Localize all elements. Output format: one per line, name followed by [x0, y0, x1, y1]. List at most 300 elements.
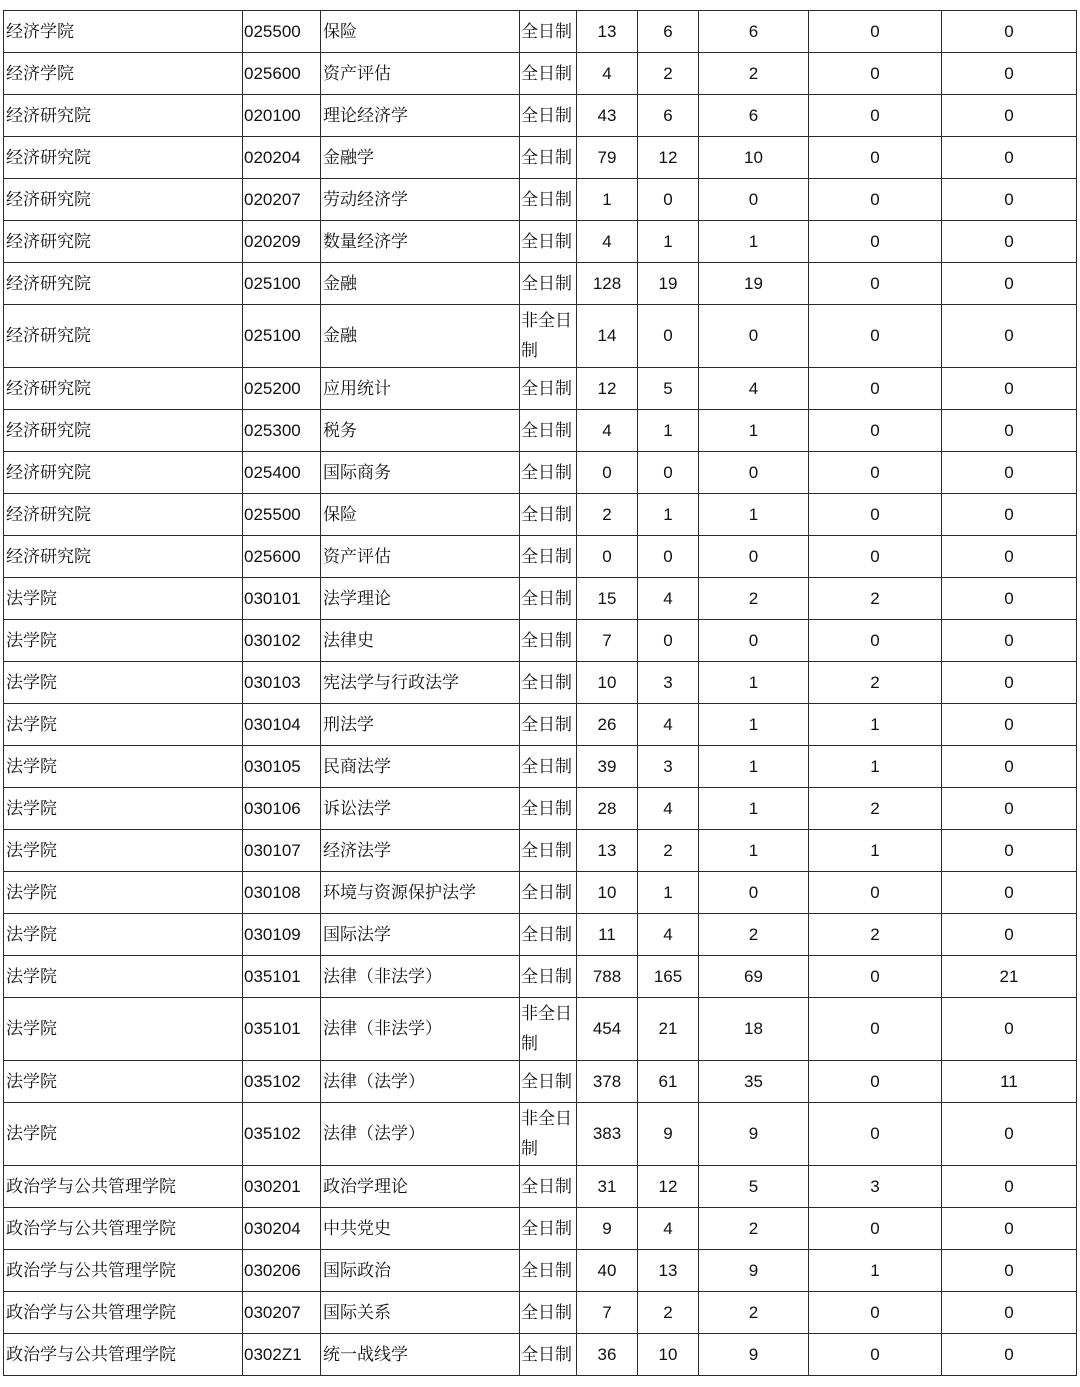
count-b-cell: 5: [638, 368, 699, 410]
major-name-cell: 理论经济学: [321, 95, 520, 137]
count-e-cell: 0: [942, 53, 1077, 95]
count-c-cell: 6: [699, 95, 809, 137]
count-c-cell: 2: [699, 53, 809, 95]
table-row: [4, 1208, 1077, 1250]
count-d-cell: 0: [809, 536, 942, 578]
count-a-cell: 454: [577, 998, 638, 1061]
study-mode-cell: 全日制: [520, 872, 577, 914]
count-a-cell: 128: [577, 263, 638, 305]
count-d-cell: 2: [809, 578, 942, 620]
count-c-cell: 5: [699, 1166, 809, 1208]
count-c-cell: 69: [699, 956, 809, 998]
study-mode-cell: 全日制: [520, 1250, 577, 1292]
count-d-cell: 0: [809, 137, 942, 179]
count-d-cell: 0: [809, 95, 942, 137]
count-a-cell: 79: [577, 137, 638, 179]
college-cell: 经济研究院: [4, 410, 243, 452]
table-row: [4, 452, 1077, 494]
count-a-cell: 10: [577, 662, 638, 704]
count-a-cell: 14: [577, 305, 638, 368]
count-e-cell: 0: [942, 746, 1077, 788]
major-name-cell: 法学理论: [321, 578, 520, 620]
count-e-cell: 0: [942, 263, 1077, 305]
college-cell: 政治学与公共管理学院: [4, 1166, 243, 1208]
count-e-cell: 0: [942, 914, 1077, 956]
count-a-cell: 788: [577, 956, 638, 998]
count-b-cell: 12: [638, 137, 699, 179]
college-cell: 政治学与公共管理学院: [4, 1334, 243, 1376]
count-c-cell: 0: [699, 305, 809, 368]
major-code-cell: 030207: [243, 1292, 321, 1334]
table-row: [4, 1166, 1077, 1208]
major-name-cell: 资产评估: [321, 53, 520, 95]
major-name-cell: 金融: [321, 305, 520, 368]
count-d-cell: 0: [809, 11, 942, 53]
count-e-cell: 0: [942, 1166, 1077, 1208]
major-code-cell: 035102: [243, 1061, 321, 1103]
table-row: [4, 305, 1077, 368]
count-d-cell: 0: [809, 53, 942, 95]
table-row: [4, 536, 1077, 578]
count-b-cell: 4: [638, 578, 699, 620]
count-a-cell: 39: [577, 746, 638, 788]
count-e-cell: 0: [942, 1334, 1077, 1376]
study-mode-cell: 全日制: [520, 452, 577, 494]
study-mode-cell: 全日制: [520, 11, 577, 53]
major-name-cell: 金融学: [321, 137, 520, 179]
table-row: [4, 788, 1077, 830]
major-code-cell: 030108: [243, 872, 321, 914]
college-cell: 政治学与公共管理学院: [4, 1208, 243, 1250]
count-a-cell: 4: [577, 221, 638, 263]
count-d-cell: 0: [809, 998, 942, 1061]
count-b-cell: 1: [638, 221, 699, 263]
count-e-cell: 0: [942, 11, 1077, 53]
count-d-cell: 2: [809, 914, 942, 956]
count-c-cell: 0: [699, 872, 809, 914]
table-row: [4, 704, 1077, 746]
count-b-cell: 6: [638, 11, 699, 53]
college-cell: 法学院: [4, 788, 243, 830]
major-code-cell: 030103: [243, 662, 321, 704]
table-row: [4, 137, 1077, 179]
major-name-cell: 刑法学: [321, 704, 520, 746]
college-cell: 经济研究院: [4, 221, 243, 263]
major-code-cell: 025300: [243, 410, 321, 452]
study-mode-cell: 全日制: [520, 662, 577, 704]
major-name-cell: 法律（法学）: [321, 1061, 520, 1103]
count-d-cell: 0: [809, 263, 942, 305]
count-c-cell: 0: [699, 620, 809, 662]
study-mode-cell: 非全日制: [520, 1103, 577, 1166]
count-c-cell: 0: [699, 452, 809, 494]
count-d-cell: 1: [809, 704, 942, 746]
table-row: [4, 830, 1077, 872]
major-name-cell: 资产评估: [321, 536, 520, 578]
major-code-cell: 020207: [243, 179, 321, 221]
count-a-cell: 0: [577, 536, 638, 578]
count-e-cell: 0: [942, 788, 1077, 830]
study-mode-cell: 全日制: [520, 1334, 577, 1376]
major-name-cell: 国际商务: [321, 452, 520, 494]
count-a-cell: 26: [577, 704, 638, 746]
college-cell: 政治学与公共管理学院: [4, 1250, 243, 1292]
major-code-cell: 030101: [243, 578, 321, 620]
table-row: [4, 578, 1077, 620]
table-row: [4, 1061, 1077, 1103]
count-b-cell: 4: [638, 914, 699, 956]
major-name-cell: 诉讼法学: [321, 788, 520, 830]
study-mode-cell: 全日制: [520, 746, 577, 788]
major-name-cell: 环境与资源保护法学: [321, 872, 520, 914]
count-a-cell: 4: [577, 53, 638, 95]
major-code-cell: 025100: [243, 263, 321, 305]
study-mode-cell: 全日制: [520, 1166, 577, 1208]
table-row: [4, 872, 1077, 914]
college-cell: 经济研究院: [4, 536, 243, 578]
study-mode-cell: 非全日制: [520, 998, 577, 1061]
study-mode-cell: 全日制: [520, 956, 577, 998]
major-name-cell: 国际法学: [321, 914, 520, 956]
major-code-cell: 030105: [243, 746, 321, 788]
count-d-cell: 0: [809, 179, 942, 221]
major-name-cell: 经济法学: [321, 830, 520, 872]
count-c-cell: 1: [699, 830, 809, 872]
college-cell: 法学院: [4, 746, 243, 788]
count-d-cell: 0: [809, 1334, 942, 1376]
table-row: [4, 1103, 1077, 1166]
count-b-cell: 0: [638, 179, 699, 221]
count-c-cell: 1: [699, 494, 809, 536]
count-a-cell: 13: [577, 11, 638, 53]
count-e-cell: 0: [942, 704, 1077, 746]
count-b-cell: 21: [638, 998, 699, 1061]
count-a-cell: 1: [577, 179, 638, 221]
major-name-cell: 法律（法学）: [321, 1103, 520, 1166]
major-code-cell: 020100: [243, 95, 321, 137]
count-b-cell: 1: [638, 872, 699, 914]
study-mode-cell: 全日制: [520, 1208, 577, 1250]
count-c-cell: 2: [699, 578, 809, 620]
count-a-cell: 378: [577, 1061, 638, 1103]
table-row: [4, 95, 1077, 137]
count-b-cell: 0: [638, 452, 699, 494]
count-a-cell: 12: [577, 368, 638, 410]
count-d-cell: 0: [809, 620, 942, 662]
count-e-cell: 0: [942, 221, 1077, 263]
college-cell: 法学院: [4, 620, 243, 662]
major-code-cell: 025500: [243, 494, 321, 536]
count-a-cell: 383: [577, 1103, 638, 1166]
count-e-cell: 0: [942, 1208, 1077, 1250]
college-cell: 经济研究院: [4, 305, 243, 368]
study-mode-cell: 全日制: [520, 1292, 577, 1334]
admissions-table: [3, 10, 1077, 1376]
count-b-cell: 3: [638, 746, 699, 788]
study-mode-cell: 全日制: [520, 179, 577, 221]
count-e-cell: 0: [942, 410, 1077, 452]
count-e-cell: 0: [942, 620, 1077, 662]
count-d-cell: 0: [809, 872, 942, 914]
table-body: [4, 11, 1077, 1376]
table-row: [4, 263, 1077, 305]
count-e-cell: 0: [942, 662, 1077, 704]
count-e-cell: 0: [942, 1292, 1077, 1334]
major-code-cell: 030206: [243, 1250, 321, 1292]
study-mode-cell: 全日制: [520, 1061, 577, 1103]
count-e-cell: 0: [942, 368, 1077, 410]
major-code-cell: 035101: [243, 998, 321, 1061]
count-e-cell: 0: [942, 998, 1077, 1061]
college-cell: 法学院: [4, 830, 243, 872]
study-mode-cell: 全日制: [520, 53, 577, 95]
major-code-cell: 020209: [243, 221, 321, 263]
count-a-cell: 36: [577, 1334, 638, 1376]
table-row: [4, 956, 1077, 998]
count-c-cell: 1: [699, 410, 809, 452]
study-mode-cell: 全日制: [520, 914, 577, 956]
count-c-cell: 1: [699, 221, 809, 263]
count-d-cell: 0: [809, 1208, 942, 1250]
count-d-cell: 0: [809, 1292, 942, 1334]
study-mode-cell: 全日制: [520, 704, 577, 746]
count-b-cell: 13: [638, 1250, 699, 1292]
count-b-cell: 1: [638, 494, 699, 536]
count-e-cell: 0: [942, 95, 1077, 137]
count-d-cell: 1: [809, 830, 942, 872]
major-code-cell: 025400: [243, 452, 321, 494]
major-name-cell: 保险: [321, 494, 520, 536]
table-row: [4, 221, 1077, 263]
count-b-cell: 0: [638, 305, 699, 368]
count-a-cell: 7: [577, 620, 638, 662]
count-b-cell: 0: [638, 620, 699, 662]
major-code-cell: 0302Z1: [243, 1334, 321, 1376]
major-code-cell: 030107: [243, 830, 321, 872]
table-row: [4, 1250, 1077, 1292]
major-code-cell: 030204: [243, 1208, 321, 1250]
count-a-cell: 31: [577, 1166, 638, 1208]
major-name-cell: 劳动经济学: [321, 179, 520, 221]
study-mode-cell: 全日制: [520, 788, 577, 830]
major-name-cell: 法律（非法学）: [321, 998, 520, 1061]
major-name-cell: 税务: [321, 410, 520, 452]
count-b-cell: 4: [638, 788, 699, 830]
count-b-cell: 1: [638, 410, 699, 452]
count-d-cell: 2: [809, 662, 942, 704]
count-e-cell: 0: [942, 578, 1077, 620]
table-row: [4, 1334, 1077, 1376]
count-d-cell: 3: [809, 1166, 942, 1208]
major-code-cell: 025200: [243, 368, 321, 410]
major-name-cell: 数量经济学: [321, 221, 520, 263]
college-cell: 经济研究院: [4, 179, 243, 221]
count-e-cell: 0: [942, 137, 1077, 179]
college-cell: 经济研究院: [4, 494, 243, 536]
count-e-cell: 0: [942, 1250, 1077, 1292]
major-name-cell: 法律史: [321, 620, 520, 662]
study-mode-cell: 全日制: [520, 494, 577, 536]
count-d-cell: 0: [809, 221, 942, 263]
count-d-cell: 0: [809, 956, 942, 998]
count-c-cell: 1: [699, 788, 809, 830]
study-mode-cell: 全日制: [520, 221, 577, 263]
count-c-cell: 1: [699, 746, 809, 788]
table-row: [4, 179, 1077, 221]
count-a-cell: 4: [577, 410, 638, 452]
major-code-cell: 030102: [243, 620, 321, 662]
major-name-cell: 应用统计: [321, 368, 520, 410]
count-c-cell: 2: [699, 1292, 809, 1334]
major-name-cell: 中共党史: [321, 1208, 520, 1250]
study-mode-cell: 非全日制: [520, 305, 577, 368]
count-b-cell: 165: [638, 956, 699, 998]
count-d-cell: 0: [809, 305, 942, 368]
count-a-cell: 43: [577, 95, 638, 137]
study-mode-cell: 全日制: [520, 95, 577, 137]
count-c-cell: 19: [699, 263, 809, 305]
major-code-cell: 025600: [243, 53, 321, 95]
count-e-cell: 0: [942, 179, 1077, 221]
count-b-cell: 2: [638, 830, 699, 872]
college-cell: 法学院: [4, 1061, 243, 1103]
major-code-cell: 025500: [243, 11, 321, 53]
college-cell: 经济研究院: [4, 368, 243, 410]
major-code-cell: 025600: [243, 536, 321, 578]
college-cell: 法学院: [4, 872, 243, 914]
count-e-cell: 0: [942, 536, 1077, 578]
count-c-cell: 35: [699, 1061, 809, 1103]
college-cell: 法学院: [4, 998, 243, 1061]
count-d-cell: 0: [809, 452, 942, 494]
college-cell: 法学院: [4, 914, 243, 956]
major-name-cell: 民商法学: [321, 746, 520, 788]
count-a-cell: 11: [577, 914, 638, 956]
count-a-cell: 15: [577, 578, 638, 620]
count-c-cell: 1: [699, 704, 809, 746]
count-d-cell: 0: [809, 368, 942, 410]
count-c-cell: 2: [699, 1208, 809, 1250]
college-cell: 法学院: [4, 704, 243, 746]
count-a-cell: 40: [577, 1250, 638, 1292]
count-b-cell: 4: [638, 1208, 699, 1250]
table-row: [4, 53, 1077, 95]
study-mode-cell: 全日制: [520, 536, 577, 578]
count-a-cell: 28: [577, 788, 638, 830]
count-b-cell: 4: [638, 704, 699, 746]
count-d-cell: 2: [809, 788, 942, 830]
major-code-cell: 030106: [243, 788, 321, 830]
count-a-cell: 7: [577, 1292, 638, 1334]
count-d-cell: 1: [809, 746, 942, 788]
count-b-cell: 0: [638, 536, 699, 578]
table-row: [4, 1292, 1077, 1334]
count-b-cell: 3: [638, 662, 699, 704]
count-a-cell: 9: [577, 1208, 638, 1250]
college-cell: 法学院: [4, 1103, 243, 1166]
table-row: [4, 494, 1077, 536]
count-c-cell: 9: [699, 1250, 809, 1292]
major-name-cell: 国际关系: [321, 1292, 520, 1334]
table-row: [4, 410, 1077, 452]
count-c-cell: 9: [699, 1334, 809, 1376]
major-name-cell: 统一战线学: [321, 1334, 520, 1376]
count-a-cell: 13: [577, 830, 638, 872]
count-b-cell: 9: [638, 1103, 699, 1166]
count-b-cell: 10: [638, 1334, 699, 1376]
study-mode-cell: 全日制: [520, 830, 577, 872]
count-d-cell: 1: [809, 1250, 942, 1292]
college-cell: 经济研究院: [4, 137, 243, 179]
major-name-cell: 国际政治: [321, 1250, 520, 1292]
major-code-cell: 025100: [243, 305, 321, 368]
count-d-cell: 0: [809, 494, 942, 536]
major-name-cell: 保险: [321, 11, 520, 53]
count-e-cell: 0: [942, 1103, 1077, 1166]
count-c-cell: 9: [699, 1103, 809, 1166]
count-c-cell: 6: [699, 11, 809, 53]
college-cell: 经济研究院: [4, 452, 243, 494]
table-row: [4, 662, 1077, 704]
table-row: [4, 998, 1077, 1061]
table-row: [4, 11, 1077, 53]
table-row: [4, 620, 1077, 662]
count-b-cell: 19: [638, 263, 699, 305]
study-mode-cell: 全日制: [520, 620, 577, 662]
college-cell: 经济研究院: [4, 263, 243, 305]
count-a-cell: 2: [577, 494, 638, 536]
count-b-cell: 2: [638, 1292, 699, 1334]
count-c-cell: 4: [699, 368, 809, 410]
college-cell: 法学院: [4, 662, 243, 704]
count-a-cell: 10: [577, 872, 638, 914]
major-name-cell: 政治学理论: [321, 1166, 520, 1208]
study-mode-cell: 全日制: [520, 263, 577, 305]
table-row: [4, 746, 1077, 788]
college-cell: 法学院: [4, 578, 243, 620]
study-mode-cell: 全日制: [520, 410, 577, 452]
major-code-cell: 030201: [243, 1166, 321, 1208]
study-mode-cell: 全日制: [520, 578, 577, 620]
college-cell: 法学院: [4, 956, 243, 998]
count-c-cell: 1: [699, 662, 809, 704]
count-d-cell: 0: [809, 1061, 942, 1103]
college-cell: 经济研究院: [4, 95, 243, 137]
study-mode-cell: 全日制: [520, 137, 577, 179]
count-e-cell: 0: [942, 830, 1077, 872]
college-cell: 政治学与公共管理学院: [4, 1292, 243, 1334]
count-c-cell: 2: [699, 914, 809, 956]
count-c-cell: 10: [699, 137, 809, 179]
count-d-cell: 0: [809, 1103, 942, 1166]
count-b-cell: 2: [638, 53, 699, 95]
count-e-cell: 0: [942, 452, 1077, 494]
table-row: [4, 914, 1077, 956]
count-e-cell: 21: [942, 956, 1077, 998]
major-name-cell: 金融: [321, 263, 520, 305]
count-e-cell: 0: [942, 305, 1077, 368]
count-e-cell: 0: [942, 872, 1077, 914]
count-d-cell: 0: [809, 410, 942, 452]
major-code-cell: 030109: [243, 914, 321, 956]
count-a-cell: 0: [577, 452, 638, 494]
major-code-cell: 030104: [243, 704, 321, 746]
count-c-cell: 18: [699, 998, 809, 1061]
major-code-cell: 020204: [243, 137, 321, 179]
major-name-cell: 法律（非法学）: [321, 956, 520, 998]
count-e-cell: 11: [942, 1061, 1077, 1103]
college-cell: 经济学院: [4, 11, 243, 53]
